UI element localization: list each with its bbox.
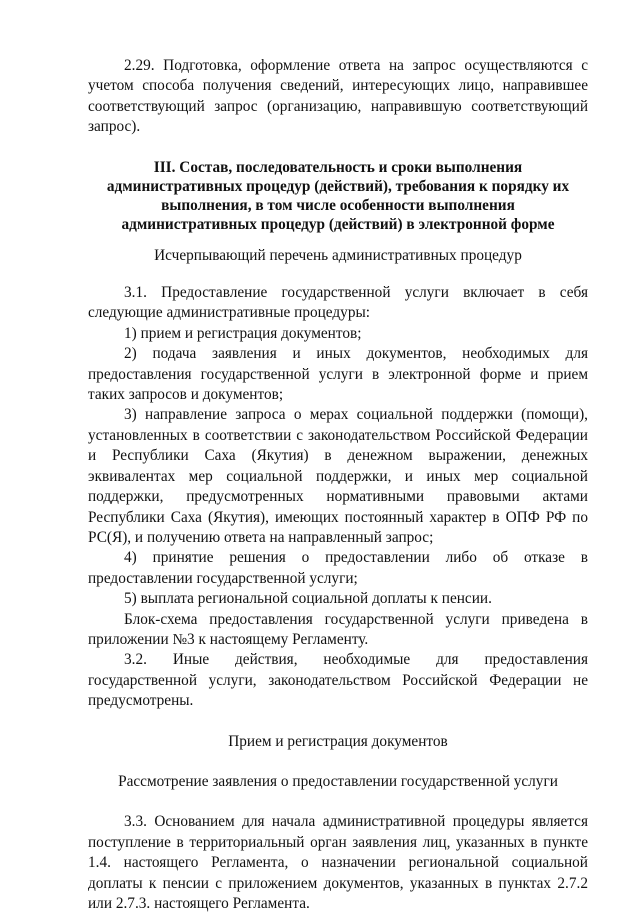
subheading-procedures-list: Исчерпывающий перечень административных процедур — [154, 246, 522, 264]
paragraph-3-1: 3.1. Предоставление государственной услуги включает в себя следующие административные процедуры: — [88, 284, 588, 322]
list-item-1: 1) прием и регистрация документов; — [124, 324, 362, 342]
paragraph-2-29: 2.29. Подготовка, оформление ответа на запрос осуществляются с учетом способа получения сведений, интересующих лицо, направившее соответствующий запрос (организацию, направившую соответствующий запрос). — [88, 57, 588, 136]
list-item-5: 5) выплата региональной социальной доплаты к пенсии. — [124, 590, 492, 608]
list-item-4: 4) принятие решения о предоставлении либо об отказе в предоставлении государственной услуги; — [88, 549, 588, 587]
block-scheme-note: Блок-схема предоставления государственной услуги приведена в приложении №3 к настоящему Регламенту. — [88, 610, 588, 648]
paragraph-3-3: 3.3. Основанием для начала административной процедуры является поступление в территориальный орган заявления лиц, указанных в пункте 1.4. настоящего Регламента, о назначении региональной социальной доплаты к пенсии с приложением документов, указанных в пунктах 2.7.2 или 2.7.3. настоящего Регламента. — [88, 813, 588, 912]
document-page — [88, 56, 588, 914]
subheading-review: Рассмотрение заявления о предоставлении государственной услуги — [118, 772, 558, 790]
subheading-reception: Прием и регистрация документов — [228, 732, 448, 750]
list-item-3: 3) направление запроса о мерах социальной поддержки (помощи), установленных в соответствии с законодательством Российской Федерации и Республики Саха (Якутия) в денежном выражении, денежных эквивалентах мер социальной поддержки, и иных мер социальной поддержки, предусмотренных нормативными правовыми актами Республики Саха (Якутия), имеющих постоянный характер в ОПФ РФ по РС(Я), и получению ответа на направленный запрос; — [88, 406, 588, 546]
paragraph-3-2: 3.2. Иные действия, необходимые для предоставления государственной услуги, законодательством Российской Федерации не предусмотрены. — [88, 651, 588, 710]
list-item-2: 2) подача заявления и иных документов, необходимых для предоставления государственной услуги в электронной форме и прием таких запросов и документов; — [88, 345, 588, 404]
section-title: III. Состав, последовательность и сроки выполнения административных процедур (действий), требования к порядку их выполнения, в том числе особенности выполнения административных процедур (действий) в электронной форме — [106, 158, 570, 233]
